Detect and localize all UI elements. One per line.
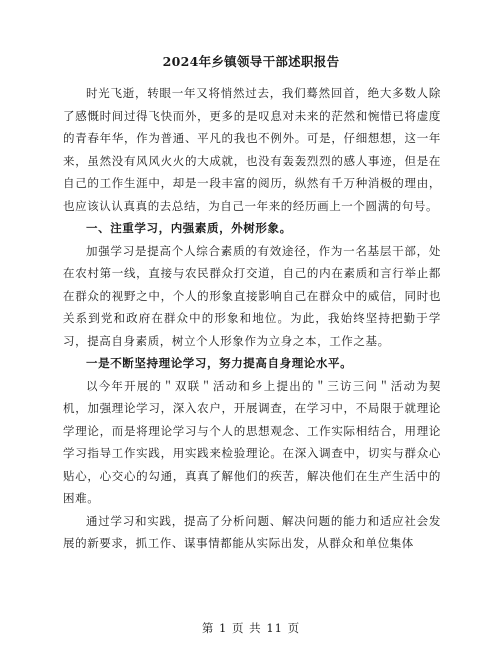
body-paragraph: 通过学习和实践，提高了分析问题、解决问题的能力和适应社会发展的新要求，抓工作、谋事情都能从实际出发，从群众和单位集体 bbox=[63, 513, 441, 550]
document-body bbox=[63, 82, 441, 555]
subsection-heading: 一是不断坚持理论学习，努力提高自身理论水平。 bbox=[86, 356, 353, 370]
body-paragraph: 加强学习是提高个人综合素质的有效途径，作为一名基层干部，处在农村第一线，直接与农民群众打交道，自己的内在素质和言行举止都在群众的视野之中，个人的形象直接影响自己在群众中的威信，同时也关系到党和政府在群众中的形象和地位。为此，我始终坚持把勤于学习，提高自身素质，树立个人形象作为立身之本，工作之基。 bbox=[63, 243, 441, 348]
body-paragraph: 以今年开展的＂双联＂活动和乡上提出的＂三访三问＂活动为契机，加强理论学习，深入农户，开展调查，在学习中，不局限于就理论学理论，而是将理论学习与个人的思想观念、工作实际相结合，用理论学习指导工作实践，用实践来检验理论。在深入调查中，切实与群众心贴心，心交心的勾通，真真了解他们的疾苦，解决他们在生产生活中的困难。 bbox=[63, 378, 441, 505]
document-title: 2024年乡镇领导干部述职报告 bbox=[162, 54, 340, 69]
body-paragraph: 时光飞逝，转眼一年又将悄然过去，我们蓦然回首，绝大多数人除了感慨时间过得飞快而外，更多的是叹息对未来的茫然和惋惜已将虚度的青春年华，作为普通、平凡的我也不例外。可是，仔细想想，这一年来，虽然没有风风火火的大成就，也没有轰轰烈烈的感人事迹，但是在自己的工作生涯中，却是一段丰富的阅历，纵然有千万种消极的理由，也应该认认真真的去总结，为自己一年来的经历画上一个圆满的句号。 bbox=[63, 86, 441, 213]
section-heading: 一、注重学习，内强素质，外树形象。 bbox=[86, 221, 292, 235]
page-number-footer: 第 1 页 共 11 页 bbox=[201, 621, 301, 635]
